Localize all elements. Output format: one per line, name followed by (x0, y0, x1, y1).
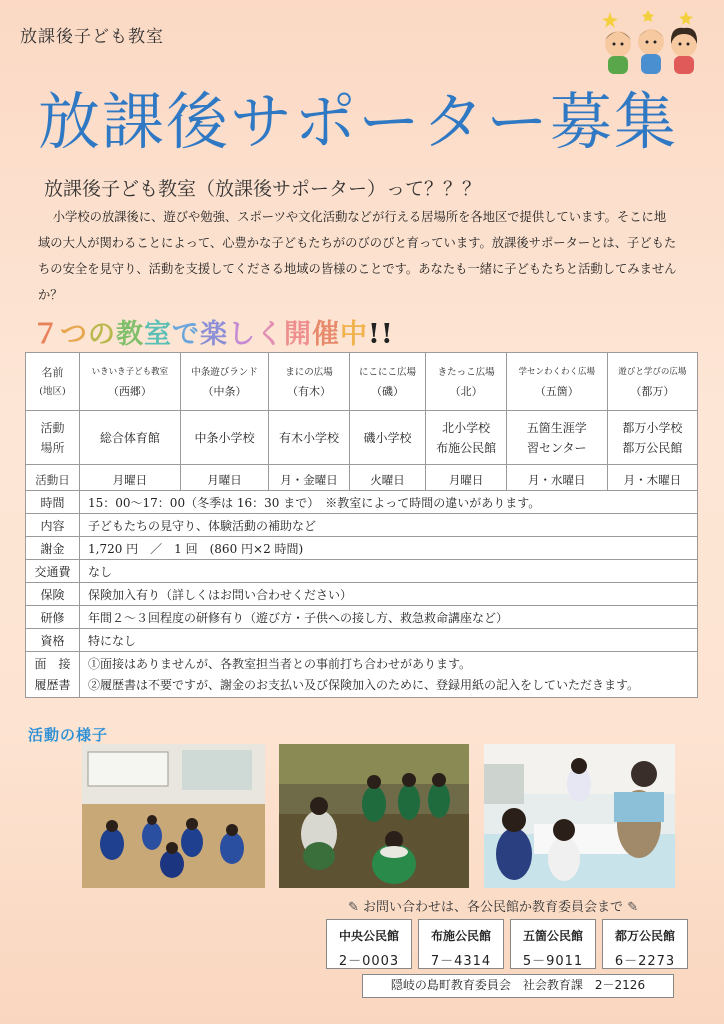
table-row (26, 629, 698, 652)
intro-subtitle: 放課後子ども教室（放課後サポーター）って？？？ (44, 178, 482, 200)
highlight-char: 楽 (200, 319, 228, 350)
office-name: 中央公民館 (338, 929, 399, 943)
office-name: 都万公民館 (614, 929, 675, 943)
class-area: （中条） (202, 384, 247, 398)
office-name: 五箇公民館 (522, 929, 583, 943)
day-header: 活動日 (26, 465, 80, 495)
class-name: にこにこ広場 (359, 366, 417, 378)
highlight-char: し (228, 319, 256, 350)
resume-value: ②履歴書は不要ですが、謝金のお支払い及び保険加入のために、登録用紙の記入をしていただきます。 (88, 677, 640, 692)
conditions-table (25, 490, 698, 698)
children-illustration (596, 10, 706, 80)
main-title: 放課後サポーター募集 (38, 85, 679, 158)
class-name: 遊びと学びの広場 (618, 366, 687, 377)
highlight-char: 教 (116, 319, 144, 350)
class-place-cell (607, 411, 697, 465)
name-header: 名前 (41, 365, 64, 379)
pin-icon: ✎ (348, 900, 359, 915)
interview-value-cell (80, 652, 698, 698)
class-day: 火曜日 (349, 465, 426, 495)
highlight-char: 中 (340, 319, 368, 350)
table-row (26, 652, 698, 698)
class-name: いきいき子ども教室 (91, 366, 169, 377)
class-place-cell (506, 411, 607, 465)
office-phone: 6－2273 (614, 954, 676, 969)
activity-photo-garden (279, 744, 469, 888)
contact-offices (326, 919, 694, 969)
activity-photo-indoor (484, 744, 675, 888)
highlight-char: つ (60, 319, 88, 350)
highlight-char: ７ (32, 319, 60, 350)
activities-title: 活動の様子 (28, 726, 109, 744)
class-place: 都万小学校 (622, 420, 683, 435)
class-name-cell (506, 353, 607, 411)
resume-label: 履歴書 (34, 677, 71, 692)
class-place: 有木小学校 (278, 430, 339, 445)
class-area: （西郷） (107, 384, 152, 398)
place-header-line1: 活動 (40, 420, 65, 435)
top-label: 放課後子ども教室 (20, 27, 164, 47)
class-day: 月・金曜日 (269, 465, 349, 495)
training-label: 研修 (26, 606, 80, 629)
office-box (326, 919, 412, 969)
class-name-cell (80, 353, 181, 411)
qualification-label: 資格 (26, 629, 80, 652)
highlight-char: 催 (312, 319, 340, 350)
pay-label: 謝金 (26, 537, 80, 560)
time-label: 時間 (26, 491, 80, 514)
insurance-label: 保険 (26, 583, 80, 606)
class-name-cell (426, 353, 506, 411)
class-place-cell (349, 411, 426, 465)
office-box (510, 919, 596, 969)
class-area: （都万） (630, 384, 675, 398)
table-row (26, 353, 698, 411)
content-value: 子どもたちの見守り、体験活動の補助など (80, 514, 698, 537)
class-place-cell (80, 411, 181, 465)
class-name-cell (349, 353, 426, 411)
class-day: 月・木曜日 (607, 465, 697, 495)
activity-photo-classroom (82, 744, 265, 888)
class-place-2: 布施公民館 (436, 440, 497, 455)
table-row (26, 583, 698, 606)
class-area: （有木） (286, 384, 331, 398)
class-name-cell (269, 353, 349, 411)
pin-icon: ✎ (627, 900, 639, 915)
table-row (26, 411, 698, 465)
contact-title-text: お問い合わせは、各公民館か教育委員会まで (363, 900, 624, 915)
class-day: 月曜日 (80, 465, 181, 495)
pay-value: 1,720 円 ／ 1 回 (860 円×2 時間) (80, 537, 698, 560)
class-place-cell (269, 411, 349, 465)
interview-label: 面 接 (34, 656, 71, 671)
office-phone: 5－9011 (522, 954, 584, 969)
class-name-cell (607, 353, 697, 411)
class-place: 総合体育館 (99, 430, 160, 445)
class-name: まにの広場 (285, 366, 333, 378)
class-name-cell (180, 353, 268, 411)
class-area: （磯） (371, 384, 405, 398)
class-name: 中条遊びランド (191, 366, 258, 378)
intro-body: 小学校の放課後に、遊びや勉強、スポーツや文化活動などが行える居場所を各地区で提供しています。そこに地域の大人が関わることによって、心豊かな子どもたちがのびのびと育っています。放課後サポーターとは、子どもたちの安全を見守り、活動を支援してくださる地域の皆様のことです。あなたも一緒に子どもたちと活動してみませんか？ (38, 210, 677, 302)
class-name: きたっこ広場 (437, 366, 495, 378)
contact-title (348, 896, 638, 915)
transport-label: 交通費 (26, 560, 80, 583)
content-label: 内容 (26, 514, 80, 537)
table-row (26, 537, 698, 560)
table-row (26, 606, 698, 629)
insurance-value: 保険加入有り（詳しくはお問い合わせください） (80, 583, 698, 606)
table-row (26, 514, 698, 537)
interview-label-cell (26, 652, 80, 698)
class-day: 月曜日 (180, 465, 268, 495)
highlight-char: 室 (144, 319, 172, 350)
area-header: (地区) (39, 385, 66, 397)
highlight-char: く (256, 319, 284, 350)
place-header-line2: 場所 (40, 440, 65, 455)
table-row (26, 560, 698, 583)
board-of-education-contact: 隠岐の島町教育委員会 社会教育課 2－2126 (362, 974, 674, 998)
class-place: 磯小学校 (363, 430, 412, 445)
classroom-schedule-table (25, 352, 698, 495)
highlight-heading (32, 312, 394, 351)
class-area: （北） (449, 384, 483, 398)
training-value: 年間２～３回程度の研修有り（遊び方・子供への接し方、救急救命講座など） (80, 606, 698, 629)
class-place-cell (426, 411, 506, 465)
class-day: 月・水曜日 (506, 465, 607, 495)
interview-value: ①面接はありませんが、各教室担当者との事前打ち合わせがあります。 (88, 656, 472, 671)
highlight-char: の (88, 319, 116, 350)
office-box (602, 919, 688, 969)
class-name: 学センわくわく広場 (518, 366, 595, 377)
class-place-cell (180, 411, 268, 465)
office-phone: 7－4314 (430, 954, 492, 969)
class-place-2: 習センター (526, 440, 587, 455)
highlight-char: !! (368, 319, 394, 350)
office-name: 布施公民館 (430, 929, 491, 943)
class-place: 北小学校 (442, 420, 491, 435)
class-place-2: 都万公民館 (622, 440, 683, 455)
name-header-cell (26, 353, 80, 411)
class-place: 五箇生涯学 (526, 420, 587, 435)
class-area: （五箇） (534, 384, 579, 398)
table-row (26, 491, 698, 514)
office-box (418, 919, 504, 969)
class-place: 中条小学校 (194, 430, 255, 445)
time-value: 15：00～17：00（冬季は 16：30 まで） ※教室によって時間の違いがあります。 (80, 491, 698, 514)
transport-value: なし (80, 560, 698, 583)
office-phone: 2－0003 (338, 954, 400, 969)
class-day: 月曜日 (426, 465, 506, 495)
qualification-value: 特になし (80, 629, 698, 652)
highlight-char: で (172, 319, 200, 350)
place-header-cell (26, 411, 80, 465)
highlight-char: 開 (284, 319, 312, 350)
